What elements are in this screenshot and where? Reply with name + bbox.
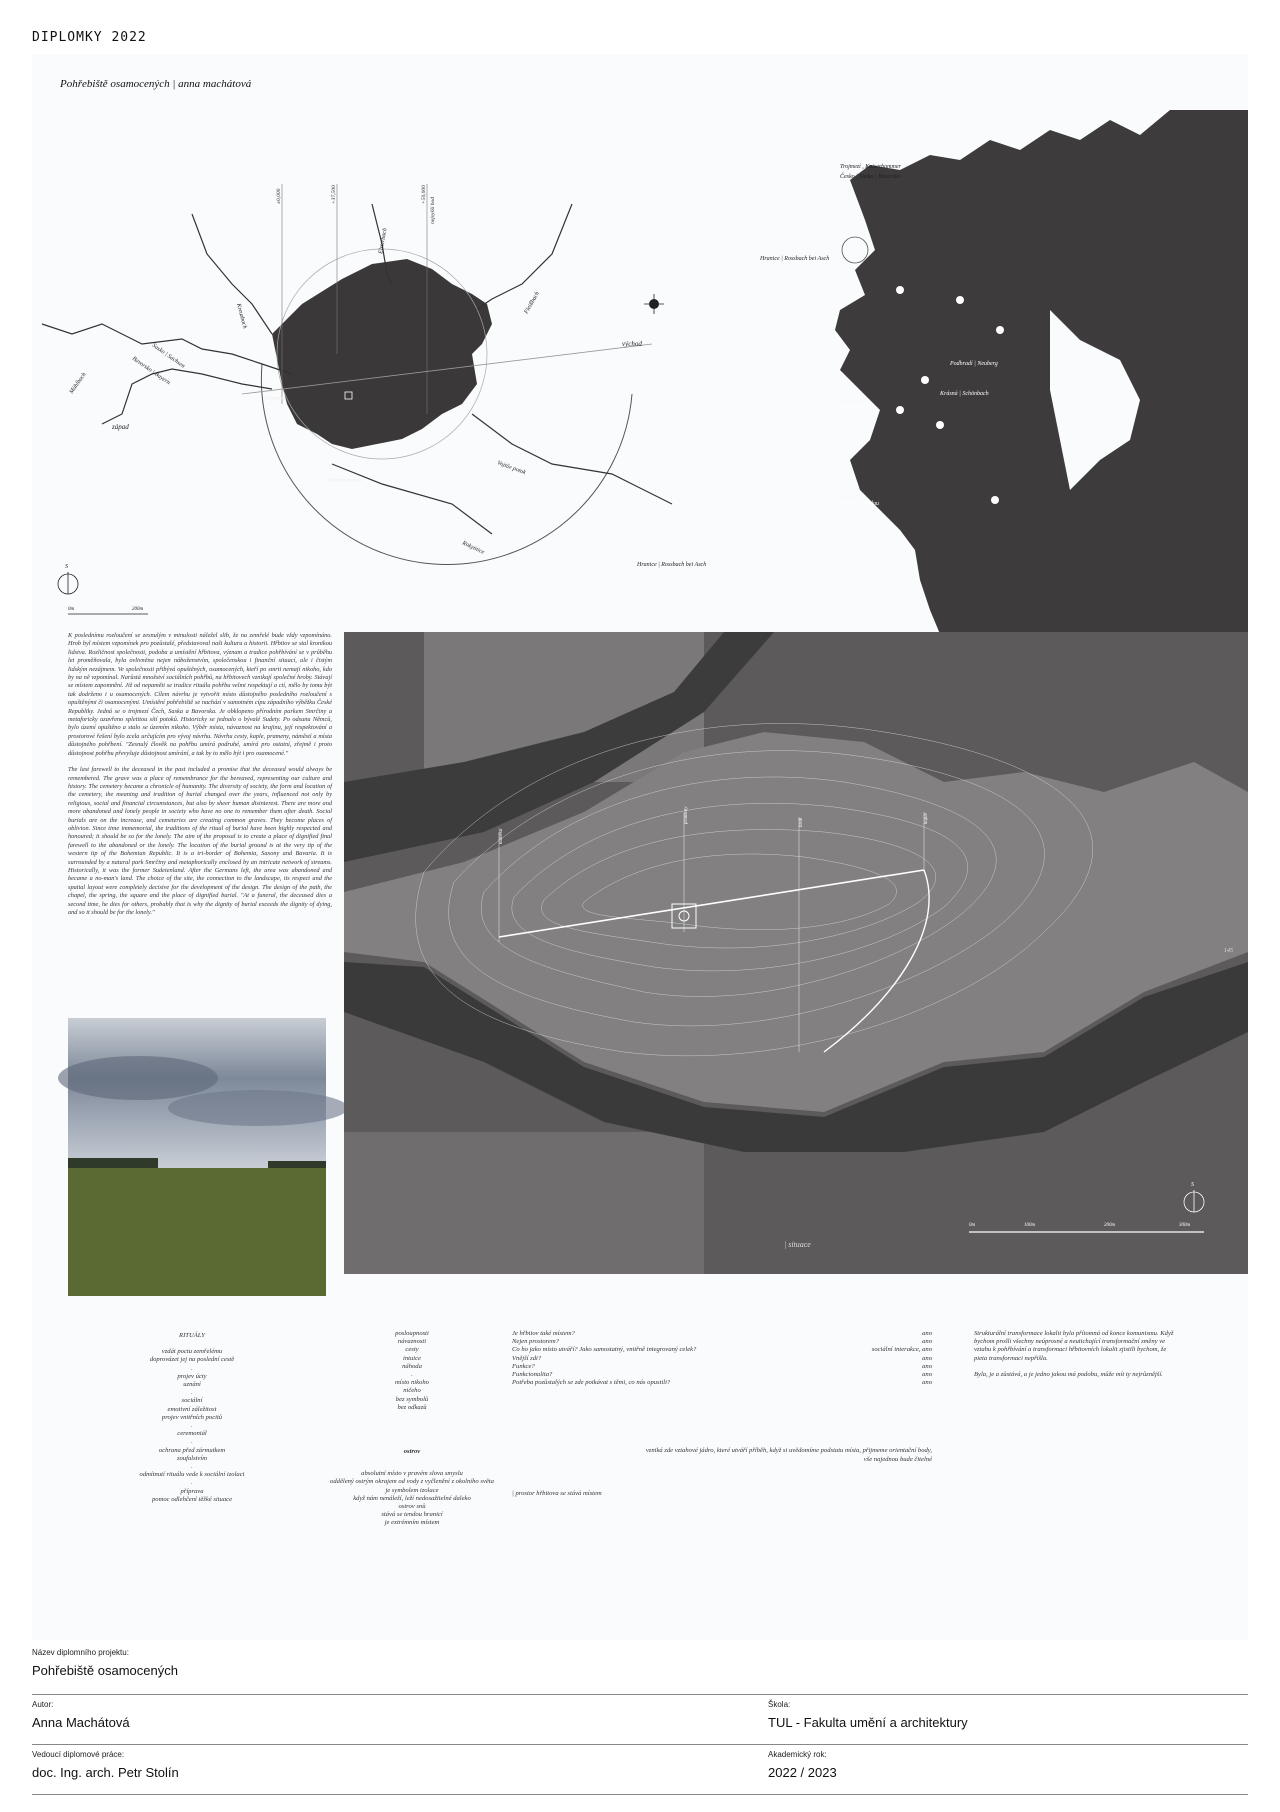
island-line: když nám nenáleží, leží nedosažitelné daleko [353, 1494, 471, 1502]
footer-supervisor [32, 1750, 632, 1780]
question-text: Vnější zdi? [512, 1354, 542, 1362]
aerial-label-prameny: prameny [684, 806, 689, 824]
supervisor-label: Vedoucí diplomové práce: [32, 1750, 125, 1759]
supervisor-value: doc. Ing. arch. Petr Stolín [32, 1765, 179, 1780]
rituals-line: příprava [180, 1487, 204, 1495]
rituals-column [92, 1332, 292, 1504]
map-label-elsterbach: Elsterbach [378, 227, 389, 255]
question-answer: ano [922, 1379, 932, 1387]
footer-author [32, 1700, 632, 1730]
transformation-column [974, 1330, 1174, 1379]
rituals-line: uznání [183, 1381, 201, 1389]
rituals-line: zoufalstvím [176, 1454, 208, 1462]
island-line: ničeho [403, 1387, 421, 1395]
description-cz: K poslednímu rozloučení se zesnulým v minulosti náležel slib, že na zemřelé bude vždy vzpomínáno. Hrob byl místem vzpomínek pro pozůstalé, představoval naši kulturu a historii. Hřbitov se stal kronikou lidstva. Rozličnost společnosti, podoba a umístění hřbitova, význam a tradice pohřbívání se v průběhu let proměňovala, byla ovlivněna nejen náboženstvím, společenskou i finanční situací, ale i čistým lidským nezájmem. Ve společnosti přibývá opuštěných, osamocených, kteří po smrti nemají nikoho, kdo by na ně vzpomínal. Narůstá množství sociálních pohřbů, na hřbitovech vznikají společné hroby. Stávají se místem zapomnění. Již od nepaměti se tradice rituálu pohřbu velmi respektují a ctí, mělo by tomu být tak dodrženo i u osamocených. Cílem návrhu je vytvořit místo důstojného posledního rozloučení s opuštěnými či osamocenými. Umístění pohřebiště se nachází v samotném cípu západního výběžku České Republiky. Jedná se o trojmezí Čech, Saska a Bavorska. Je obklopeno přírodním parkem Smrčiny a metaforicky uzavřeno spletitou sítí potoků. Historicky se jednalo o bývalé Sudety. Po odsunu Němců, bylo území opuštěno a stalo se územím nikoho. Výběr místa, návaznost na krajinu, její respektování a prostorové řešení bylo zcela určujícím pro vývoj návrhu. Návrhu cesty, kaple, prameny, náměstí a místa důstojného pohřbení. "Zesnulý člověk na pohřbu umírá podruhé, umírá pro ostatní, zřejmě i proto důstojnost pohřbu převyšuje důstojnost umírání, a tak by to mělo být i pro osamocené." [68, 632, 332, 757]
rituals-line: . [191, 1463, 193, 1471]
author-label: Autor: [32, 1700, 54, 1709]
transformation-paragraph-1: Strukturální transformace lokalit byla přítomná od konce komunismu. Když bychom prošli všechny neúprosné a neutichající transformační změny ve vztahu k pohřbívání a transformaci hřbitovních lokalit zjistili bychom, že pieta transformaci nepřišla. [974, 1330, 1174, 1362]
rituals-line: . [191, 1438, 193, 1446]
map-label-bavorsko: Bavorsko | Bayern [130, 355, 171, 387]
project-value: Pohřebiště osamocených [32, 1663, 178, 1678]
map-label-trojmezi: Trojmezí [264, 396, 285, 402]
question-text: Co ho jako místo utváří? Jako samostatný, vnitřně integrovaný celek? [512, 1346, 697, 1354]
question-answer: ano [922, 1371, 932, 1379]
questions-conclusion-1: vzniká zde vztahové jádro, které utváří příběh, když si uvědomíme podstatu místa, přijmeme orientační body, [645, 1447, 932, 1455]
question-text: Funkcionalita? [512, 1371, 553, 1379]
school-value: TUL - Fakulta umění a architektury [768, 1715, 968, 1730]
question-answer: ano [922, 1362, 932, 1370]
rituals-line: ochrana před zármutkem [158, 1446, 226, 1454]
island-line: návaznosti [397, 1338, 427, 1346]
region-shape [835, 110, 1248, 634]
question-text: Nejen prostorem? [512, 1338, 559, 1346]
site-line-map [32, 84, 812, 612]
island-column [322, 1330, 502, 1528]
rituals-line: doprovázet jej na poslední cestě [149, 1356, 235, 1364]
island-line: bez odkazů [397, 1403, 427, 1411]
aerial-caption: | situace [784, 1240, 811, 1249]
rituals-line: . [191, 1422, 193, 1430]
page-header-title: DIPLOMKY 2022 [32, 30, 147, 45]
map-label-hranice: Hranice | Rossbach bei Asch [637, 562, 707, 568]
year-label: Akademický rok: [768, 1750, 827, 1759]
rituals-heading: RITUÁLY [179, 1332, 205, 1339]
aerial-scale-3: 300m [1179, 1223, 1191, 1228]
map-axis-3b: nejvyšší bod [430, 196, 436, 224]
map-scale-0: 0m [68, 607, 75, 612]
rituals-line: ceremoniál [177, 1430, 207, 1438]
map-label-mulbach: Mühlbach [68, 371, 88, 396]
footer-divider [32, 1694, 1248, 1695]
rituals-line: emotivní záležitost [167, 1405, 217, 1413]
map-label-kreuzbach: Kreuzbach [235, 302, 248, 330]
rituals-line: . [191, 1479, 193, 1487]
rituals-line: projev vnitřních pocitů [161, 1413, 223, 1421]
map-label-vojtuv: Vojtův potok [496, 460, 527, 477]
questions-column [512, 1330, 932, 1498]
questions-conclusion-3: | prostor hřbitova se stává místem [512, 1489, 602, 1497]
map-label-fleissbach: Fleißbach [523, 290, 541, 315]
rituals-line: vzdát poctu zemřelému [161, 1348, 223, 1356]
question-text: Potřeba pozůstalých se zde potkávat s těmi, co nás opustili? [512, 1379, 671, 1387]
footer-divider [32, 1744, 1248, 1745]
region-label-as: Aš | Asch [840, 404, 863, 410]
island-line: ostrov snů [398, 1503, 426, 1511]
island-line: cesty [405, 1346, 419, 1354]
aerial-label-namesti: náměstí [499, 828, 504, 844]
aerial-north: S [1191, 1182, 1194, 1188]
aerial-scale-1: 100m [1024, 1223, 1036, 1228]
rituals-line: projev úcty [177, 1372, 207, 1380]
region-label-podhradi: Podhradí | Neuberg [950, 361, 998, 367]
map-label-vychod: východ [622, 340, 642, 348]
island-line: stává se tendou hranicí [381, 1511, 443, 1519]
island-line: bez symbolů [395, 1395, 429, 1403]
aerial-label-kaple: kaple [924, 813, 929, 824]
school-label: Škola: [768, 1700, 791, 1709]
island-line: místo nikoho [395, 1379, 429, 1387]
aerial-site-plan [344, 632, 1248, 1274]
rituals-line: . [191, 1389, 193, 1397]
description-text [68, 632, 332, 925]
rituals-line: sociální [181, 1397, 203, 1405]
map-label-rokytnice: Rokytnice [461, 540, 486, 556]
island-line: absolutní místo v pravém slova smyslu [361, 1470, 463, 1478]
region-label-krasna: Krásná | Schönbach [940, 391, 989, 397]
question-answer: ano [922, 1338, 932, 1346]
questions-conclusion-2: vše najednou bude čitelné [863, 1455, 932, 1463]
year-value: 2022 / 2023 [768, 1765, 837, 1780]
rituals-line: . [191, 1364, 193, 1372]
island-line: je symbolem izolace [385, 1486, 439, 1494]
footer-school [768, 1700, 1248, 1730]
question-answer: sociální interakce, ano [871, 1346, 932, 1354]
map-label-sasko: Sasko | Sachsen [150, 342, 186, 370]
rituals-line: odmítnutí rituálu vede k sociální izolaci [139, 1471, 245, 1479]
region-map [760, 110, 1248, 634]
map-axis-2: +37,500 [331, 185, 337, 204]
poster-title: Pohřebiště osamocených | anna machátová [60, 78, 252, 90]
island-line: oddělený ostrým okrajem od vody z vyčlenění z okolního světa [330, 1478, 494, 1486]
region-label-hranice: Hranice | Rossbach bei Asch [760, 256, 830, 262]
aerial-scale-0: 0m [969, 1223, 976, 1228]
map-axis-3: +50,000 [421, 185, 427, 204]
transformation-paragraph-2: Byla, je a zůstává, a je jedno jakou má podobu, může mít ty nejrůznější. [974, 1370, 1163, 1378]
footer-year [768, 1750, 1248, 1780]
question-text: Funkce? [512, 1362, 535, 1370]
island-line: intuice [403, 1354, 421, 1362]
island-line: náhoda [402, 1362, 422, 1370]
region-label-hazlov: Hazlov | Haslau [840, 501, 879, 507]
map-scale-1: 200m [132, 607, 144, 612]
site-shape [272, 259, 492, 449]
map-label-zapad: západ [112, 423, 129, 431]
map-north-label: S [65, 564, 68, 570]
question-text: Je hřbitov také místem? [512, 1330, 575, 1337]
footer-project [32, 1648, 1248, 1678]
aerial-scale-2: 200m [1104, 1223, 1116, 1228]
map-label-kaiserhammer: Kaiserhammer [327, 478, 363, 484]
island-line: je extrémním místem [384, 1519, 440, 1527]
description-en: The last farewell to the deceased in the past included a promise that the deceased would always be remembered. The grave was a place of remembrance for the bereaved, representing our culture and history. The cemetery became a chronicle of humanity. The diversity of society, the form and location of the cemetery, the meaning and tradition of burial changed over the years, influenced not only by religious, social and financial circumstances, but also by sheer human disinterest. There are more and more abandoned and lonely people in society who have no one to remember them after death. Social burials are on the increase, and cemeteries are creating common graves. They become places of oblivion. Since time immemorial, the traditions of the ritual of burial have been highly respected and honoured; it should be so for the lonely. The aim of the proposal is to create a place of dignified final farewell to the abandoned or the lonely. The location of the burial ground is at the very tip of the western tip of the Bohemian Republic. It is a tri-border of Bohemia, Saxony and Bavaria. It is surrounded by a natural park Smrčiny and metaphorically enclosed by an intricate network of streams. Historically, it was the former Sudetenland. After the Germans left, the area was abandoned and became a no-man's land. The choice of the site, the connection to the landscape, its respect and the spatial layout were completely decisive for the development of the design. The design of the path, the chapel, the spring, the square and the place of dignified burial. "At a funeral, the deceased dies a second time, he dies for others, probably that is why the dignity of burial exceeds the dignity of dying, and so it should be for the lonely." [68, 766, 332, 916]
rituals-line: pomoc odlehčení těžké situace [151, 1495, 232, 1503]
region-label-trojmezi2: Česko | Sasko | Bavorsko [840, 174, 901, 180]
map-axis-1: ±0,000 [276, 188, 282, 204]
project-label: Název diplomního projektu: [32, 1648, 129, 1657]
footer-divider [32, 1794, 1248, 1795]
landscape-photo [68, 1018, 326, 1296]
question-answer: ano [922, 1354, 932, 1362]
region-label-trojmezi: Trojmezí , Kaiserhammer [840, 164, 901, 170]
aerial-label-hrob: hrob [799, 817, 804, 827]
poster [32, 54, 1248, 1640]
island-line: . [411, 1371, 413, 1379]
question-answer: ano [922, 1330, 932, 1337]
aerial-elevation: 145 [1224, 948, 1233, 954]
island-line: posloupnosti [395, 1330, 429, 1337]
island-heading: ostrov [403, 1448, 421, 1456]
author-value: Anna Machátová [32, 1715, 130, 1730]
